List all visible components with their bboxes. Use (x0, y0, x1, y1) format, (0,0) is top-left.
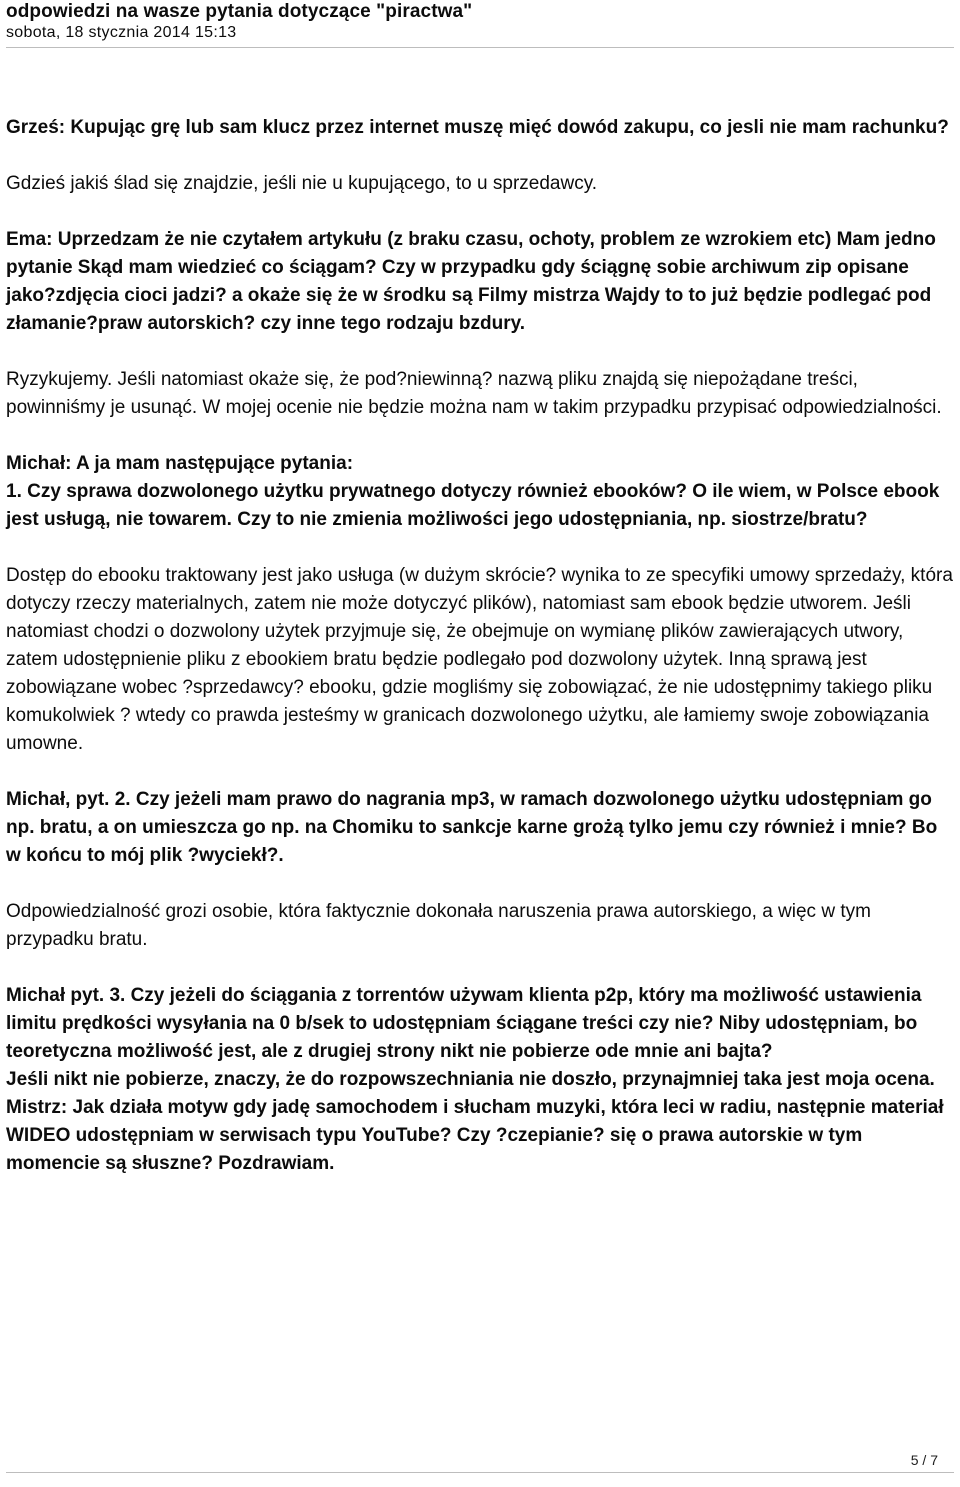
article-body (6, 114, 954, 1178)
article-title: odpowiedzi na wasze pytania dotyczące "piractwa" (6, 1, 473, 22)
question-mistrz: Mistrz: Jak działa motyw gdy jadę samochodem i słucham muzyki, która leci w radiu, następnie materiał WIDEO udostępniam w serwisach typu YouTube? Czy ?czepianie? się o prawa autorskie w tym momencie są słuszne? Pozdrawiam. (6, 1097, 944, 1174)
answer-michal-2: Odpowiedzialność grozi osobie, która faktycznie dokonała naruszenia prawa autorskiego, a więc w tym przypadku bratu. (6, 901, 871, 950)
question-michal-3: Michał pyt. 3. Czy jeżeli do ściągania z torrentów używam klienta p2p, który ma możliwość ustawienia limitu prędkości wysyłania na 0 b/sek to udostępniam ściągane treści czy nie? Niby udostępniam, bo teoretyczna możliwość jest, ale z drugiej strony nikt nie pobierze ode mnie ani bajta? (6, 985, 922, 1062)
answer-grzes: Gdzieś jakiś ślad się znajdzie, jeśli nie u kupującego, to u sprzedawcy. (6, 173, 598, 194)
answer-ema: Ryzykujemy. Jeśli natomiast okaże się, że pod?niewinną? nazwą pliku znajdą się niepożądane treści, powinniśmy je usunąć. W mojej ocenie nie będzie można nam w takim przypadku przypisać odpowiedzialności. (6, 369, 942, 418)
header-divider (6, 47, 954, 48)
page-header (6, 0, 954, 43)
answer-michal-1: Dostęp do ebooku traktowany jest jako usługa (w dużym skrócie? wynika to ze specyfiki umowy sprzedaży, która dotyczy rzeczy materialnych, zatem nie może dotyczyć plików), natomiast sam ebook będzie utworem. Jeśli natomiast chodzi o dozwolony użytek przyjmuje się, że obejmuje on wymianę plików zawierających utwory, zatem udostępnienie pliku z ebookiem bratu będzie podlegało pod dozwolony użytek. Inną sprawą jest zobowiązane wobec ?sprzedawcy? ebooku, gdzie mogliśmy się zobowiązać, że nie udostępnimy takiego pliku komukolwiek ? wtedy co prawda jesteśmy w granicach dozwolonego użytku, ale łamiemy swoje zobowiązania umowne. (6, 565, 953, 754)
article-date: sobota, 18 stycznia 2014 15:13 (6, 24, 237, 41)
page-number: 5 / 7 (910, 1452, 938, 1468)
answer-michal-3: Jeśli nikt nie pobierze, znaczy, że do rozpowszechniania nie doszło, przynajmniej taka jest moja ocena. (6, 1069, 935, 1090)
question-michal-intro: Michał: A ja mam następujące pytania: (6, 453, 354, 474)
footer-divider (6, 1472, 954, 1473)
question-michal-1: 1. Czy sprawa dozwolonego użytku prywatnego dotyczy również ebooków? O ile wiem, w Polsce ebook jest usługą, nie towarem. Czy to nie zmienia możliwości jego udostępniania, np. siostrze/bratu? (6, 481, 940, 530)
question-ema: Ema: Uprzedzam że nie czytałem artykułu (z braku czasu, ochoty, problem ze wzrokiem etc) Mam jedno pytanie Skąd mam wiedzieć co ściągam? Czy w przypadku gdy ściągnę sobie archiwum zip opisane jako?zdjęcia cioci jadzi? a okaże się że w środku są Filmy mistrza Wajdy to to już będzie podlegać pod złamanie?praw autorskich? czy inne tego rodzaju bzdury. (6, 229, 936, 334)
question-michal-2: Michał, pyt. 2. Czy jeżeli mam prawo do nagrania mp3, w ramach dozwolonego użytku udostępniam go np. bratu, a on umieszcza go np. na Chomiku to sankcje karne grożą tylko jemu czy również i mnie? Bo w końcu to mój plik ?wyciekł?. (6, 789, 938, 866)
question-grzes: Grześ: Kupując grę lub sam klucz przez internet muszę mięć dowód zakupu, co jesli nie mam rachunku? (6, 117, 949, 138)
